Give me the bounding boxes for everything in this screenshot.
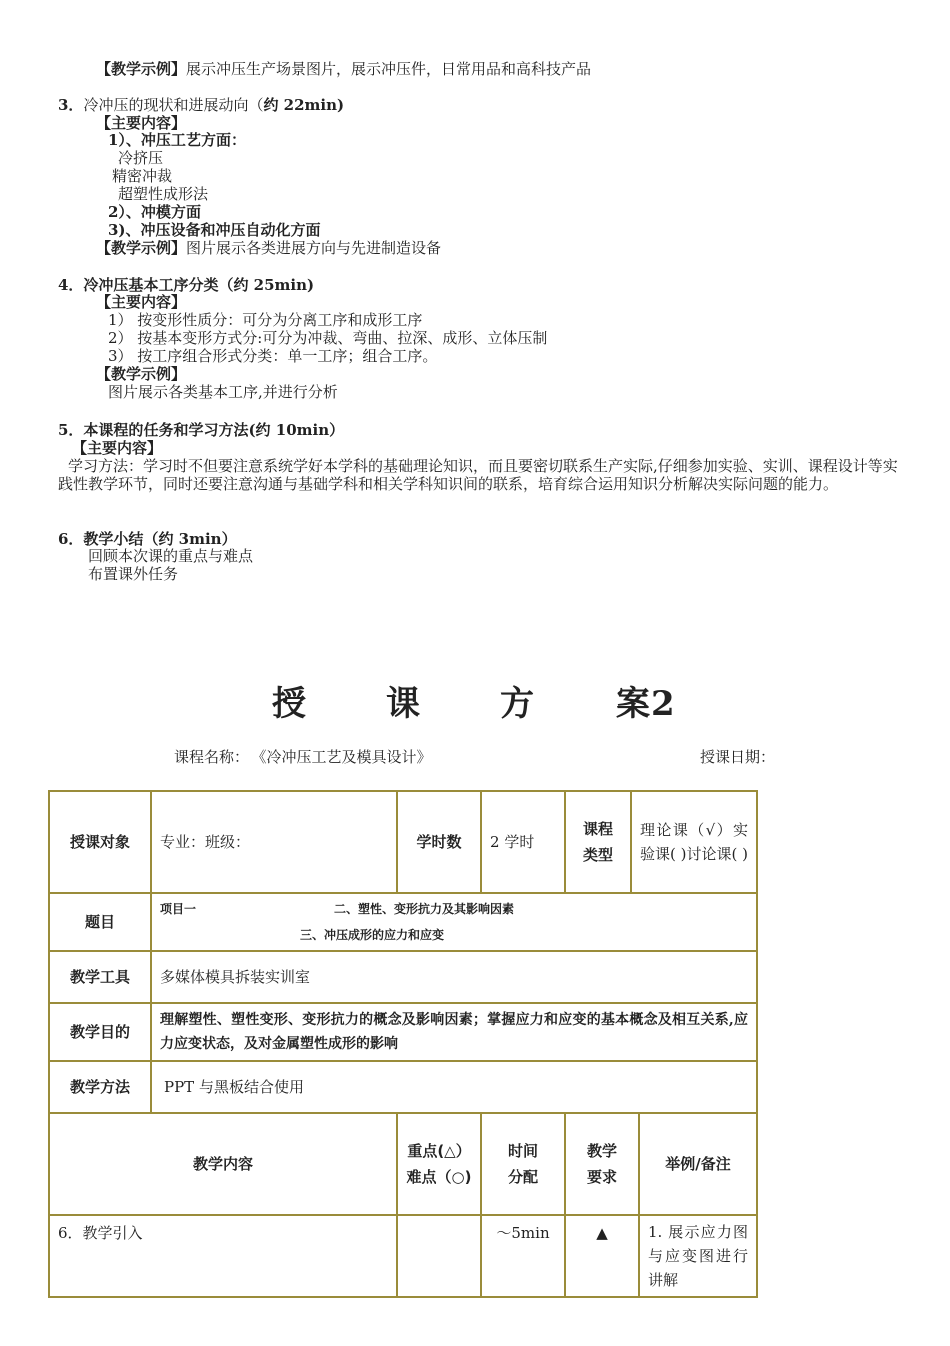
list-item: 1）、冲压工艺方面： [108, 131, 246, 149]
list-item: 3)、冲压设备和冲压自动化方面 [108, 221, 321, 239]
header-time: 时间分配 [481, 1113, 565, 1215]
main-content-label: 【主要内容】 [72, 439, 163, 457]
topic-value [151, 893, 757, 951]
example-text: 图片展示各类进展方向与先进制造设备 [186, 239, 442, 257]
teaching-date-label: 授课日期： [700, 748, 776, 766]
topic-item: 三、冲压成形的应力和应变 [300, 928, 445, 942]
example-label: 【教学示例】 [96, 239, 187, 257]
method-label: 教学方法 [49, 1061, 151, 1113]
main-content-label: 【主要内容】 [96, 293, 187, 311]
lesson-plan-table [48, 790, 758, 1298]
topic-project: 项目一 [160, 902, 197, 916]
section-3-title [58, 96, 344, 114]
lesson-plan-title [272, 676, 676, 725]
list-item: 2） 按基本变形方式分:可分为冲裁、弯曲、拉深、成形、立体压制 [108, 329, 548, 347]
target-label: 授课对象 [49, 791, 151, 893]
list-item: 布置课外任务 [88, 565, 179, 583]
tools-label: 教学工具 [49, 951, 151, 1003]
study-method-paragraph: 学习方法：学习时不但要注意系统学好本学科的基础理论知识，而且要密切联系生产实际,仔细参加实验、实训、课程设计等实践性教学环节，同时还要注意沟通与基础学科和相关学科知识间的联系，培育综合运用知识分析解决实际问题的能力。 [58, 457, 898, 493]
tools-value: 多媒体模具拆装实训室 [151, 951, 757, 1003]
row-content: 6．教学引入 [49, 1215, 397, 1297]
row-key [397, 1215, 481, 1297]
list-item: 2）、冲模方面 [108, 203, 201, 221]
goal-label: 教学目的 [49, 1003, 151, 1061]
goal-value: 理解塑性、塑性变形、变形抗力的概念及影响因素；掌握应力和应变的基本概念及相互关系,应力应变状态，及对金属塑性成形的影响 [151, 1003, 757, 1061]
section-5-title: 5．本课程的任务和学习方法(约 10min） [58, 421, 345, 439]
title-char: 方 [500, 684, 535, 724]
header-content: 教学内容 [49, 1113, 397, 1215]
hours-label: 学时数 [397, 791, 481, 893]
course-name-value: 《冷冲压工艺及模具设计》 [259, 748, 432, 766]
course-name-line [174, 746, 432, 767]
topic-item: 二、塑性、变形抗力及其影响因素 [334, 902, 515, 916]
example-label: 【教学示例】 [96, 60, 187, 78]
header-note: 举例/备注 [639, 1113, 757, 1215]
list-item: 1） 按变形性质分：可分为分离工序和成形工序 [108, 311, 423, 329]
table-row [49, 791, 757, 893]
hours-value: 2 学时 [481, 791, 565, 893]
example-line [96, 60, 591, 78]
main-content-label: 【主要内容】 [96, 114, 187, 132]
topic-label: 题目 [49, 893, 151, 951]
target-value: 专业：班级： [151, 791, 397, 893]
table-header-row [49, 1113, 757, 1215]
row-requirement: ▲ [565, 1215, 639, 1297]
title-char: 授 [272, 684, 307, 724]
example-text: 展示冲压生产场景图片，展示冲压件，日常用品和高科技产品 [186, 60, 592, 78]
section-6-title: 6．教学小结（约 3min） [58, 530, 237, 548]
table-row [49, 1003, 757, 1061]
table-row [49, 893, 757, 951]
list-item: 精密冲裁 [112, 167, 173, 185]
course-type-label: 课程类型 [565, 791, 631, 893]
example-line [96, 239, 441, 257]
title-char: 课 [386, 684, 421, 724]
list-item: 冷挤压 [118, 149, 164, 167]
header-key-difficult: 重点(△）难点（○) [397, 1113, 481, 1215]
section-4-title: 4．冷冲压基本工序分类（约 25min) [58, 276, 315, 294]
section-title-time: 约 22min) [263, 96, 345, 114]
section-number: 3． [58, 96, 84, 114]
section-title-text: 冷冲压的现状和进展动向（ [83, 96, 264, 114]
title-char: 案2 [616, 684, 676, 724]
table-row [49, 1215, 757, 1297]
header-requirement: 教学要求 [565, 1113, 639, 1215]
table-row [49, 951, 757, 1003]
course-name-label: 课程名称： [174, 748, 250, 766]
course-type-value: 理论课（√）实验课( )讨论课( ) [631, 791, 757, 893]
method-value: PPT 与黑板结合使用 [151, 1061, 757, 1113]
row-time: ～5min [481, 1215, 565, 1297]
list-item: 超塑性成形法 [118, 185, 209, 203]
example-text: 图片展示各类基本工序,并进行分析 [108, 383, 338, 401]
row-note: 1. 展示应力图与应变图进行讲解 [639, 1215, 757, 1297]
example-label: 【教学示例】 [96, 365, 187, 383]
list-item: 3） 按工序组合形式分类：单一工序；组合工序。 [108, 347, 438, 365]
table-row [49, 1061, 757, 1113]
list-item: 回顾本次课的重点与难点 [88, 547, 254, 565]
